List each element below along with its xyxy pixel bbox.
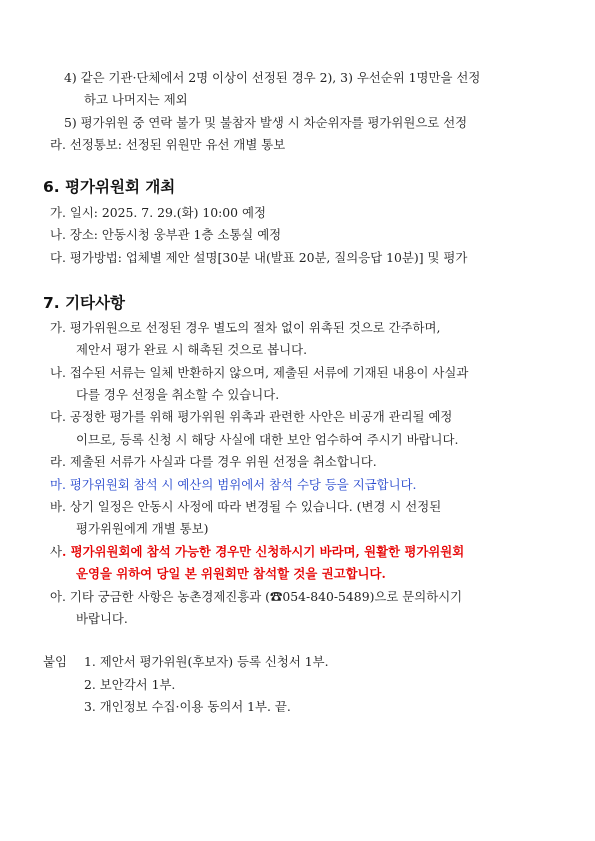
note-sa [50, 543, 464, 561]
note-ga-continued: 제안서 평가 완료 시 해촉된 것으로 봅니다. [76, 342, 308, 357]
note-sa-emphasis: . 평가위원회에 참석 가능한 경우만 신청하시기 바라며, 원활한 평가위원회 [61, 544, 465, 559]
note-ma: 마. 평가위원회 참석 시 예산의 범위에서 참석 수당 등을 지급합니다. [50, 477, 417, 492]
selection-notice: 라. 선정통보: 선정된 위원만 유선 개별 통보 [50, 137, 286, 152]
attachment-item-3: 3. 개인정보 수집·이용 동의서 1부. 끝. [84, 699, 291, 714]
meeting-place: 나. 장소: 안동시청 웅부관 1층 소통실 예정 [50, 227, 282, 242]
selection-rule-4-continued: 하고 나머지는 제외 [84, 92, 188, 107]
note-da-continued: 이므로, 등록 신청 시 해당 사실에 대한 보안 엄수하여 주시기 바랍니다. [76, 432, 459, 447]
section-6-title: 6. 평가위원회 개최 [43, 178, 176, 196]
selection-rule-4: 4) 같은 기관·단체에서 2명 이상이 선정된 경우 2), 3) 우선순위 1명만을 선정 [64, 70, 481, 85]
evaluation-method: 다. 평가방법: 업체별 제안 설명[30분 내(발표 20분, 질의응답 10분)] 및 평가 [50, 250, 468, 265]
note-sa-prefix: 사 [50, 544, 62, 559]
note-a-continued: 바랍니다. [76, 611, 128, 626]
meeting-date: 가. 일시: 2025. 7. 29.(화) 10:00 예정 [50, 205, 266, 220]
note-na: 나. 접수된 서류는 일체 반환하지 않으며, 제출된 서류에 기재된 내용이 사실과 [50, 365, 469, 380]
note-ba-continued: 평가위원에게 개별 통보) [76, 521, 209, 536]
note-na-continued: 다를 경우 선정을 취소할 수 있습니다. [76, 387, 280, 402]
note-sa-continued: 운영을 위하여 당일 본 위원회만 참석할 것을 권고합니다. [76, 566, 386, 581]
note-ga: 가. 평가위원으로 선정된 경우 별도의 절차 없이 위촉된 것으로 간주하며, [50, 320, 441, 335]
attachment-item-1: 1. 제안서 평가위원(후보자) 등록 신청서 1부. [84, 654, 329, 669]
note-ba: 바. 상기 일정은 안동시 사정에 따라 변경될 수 있습니다. (변경 시 선정된 [50, 499, 442, 514]
attachment-item-2: 2. 보안각서 1부. [84, 677, 176, 692]
note-ra: 라. 제출된 서류가 사실과 다를 경우 위원 선정을 취소합니다. [50, 454, 377, 469]
note-a-contact: 아. 기타 궁금한 사항은 농촌경제진흥과 (☎054-840-5489)으로 문의하시기 [50, 589, 463, 604]
section-7-title: 7. 기타사항 [43, 294, 125, 312]
selection-rule-5: 5) 평가위원 중 연락 불가 및 불참자 발생 시 차순위자를 평가위원으로 선정 [64, 115, 468, 130]
note-da: 다. 공정한 평가를 위해 평가위원 위촉과 관련한 사안은 비공개 관리될 예정 [50, 409, 453, 424]
attachments-label: 붙임 [43, 654, 67, 669]
